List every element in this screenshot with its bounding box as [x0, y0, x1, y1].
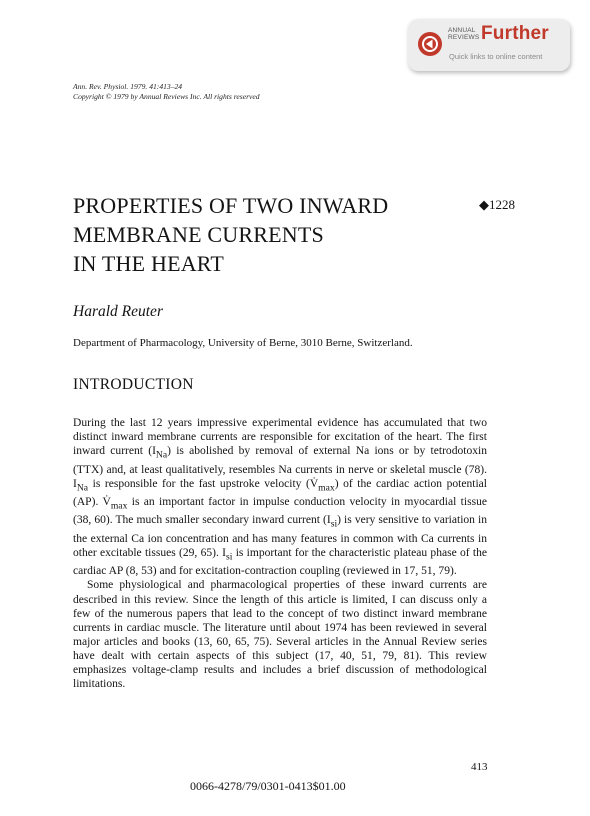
copyright-line: Copyright © 1979 by Annual Reviews Inc. All rights reserved	[73, 92, 260, 101]
annual-reviews-further-badge[interactable]	[408, 19, 570, 71]
section-heading: INTRODUCTION	[73, 376, 194, 393]
title-line: PROPERTIES OF TWO INWARD	[73, 193, 389, 218]
body-text	[73, 416, 487, 691]
paragraph: During the last 12 years impressive experimental evidence has accumulated that two distinct inward membrane currents are responsible for excitation of the heart. The first inward current $(I_{Na})$ is abolished by removal of external Na ions or by tetrodotoxin (TTX) and, at least qualitatively, resembles Na currents in nerve or skeletal muscle (78). $I_{Na}$ is responsible for the fast upstroke velocity $(V̇_{max})$ of the cardiac action potential (AP). $V̇_{max}$ is an important factor in impulse conduction velocity in myocardial tissue (38, 60). The much smaller secondary inward current $(I_{si})$ is very sensitive to variation in the external Ca ion concentration and has many features in common with Ca currents in other excitable tissues (29, 65). $I_{si}$ is important for the characteristic plateau phase of the cardiac AP (8, 53) and for excitation-contraction coupling (reviewed in 17, 51, 79).	[73, 417, 488, 578]
article-title	[73, 191, 473, 278]
further-subtitle: Quick links to online content	[449, 52, 543, 61]
page-number: 413	[471, 761, 488, 773]
author-affiliation: Department of Pharmacology, University of Berne, 3010 Berne, Switzerland.	[73, 337, 413, 349]
article-code: 0066-4278/79/0301-0413$01.00	[190, 779, 346, 793]
annual-reviews-logo-icon	[417, 31, 443, 57]
further-label: Further	[481, 23, 549, 44]
journal-line: Ann. Rev. Physiol. 1979. 41:413–24	[73, 82, 183, 91]
author-name: Harald Reuter	[73, 303, 163, 320]
title-line: MEMBRANE CURRENTS	[73, 222, 324, 247]
annual-reviews-wordmark: ANNUAL REVIEWS	[448, 27, 480, 41]
journal-citation	[73, 82, 260, 102]
manuscript-number: ◆1228	[479, 197, 515, 212]
paragraph: Some physiological and pharmacological properties of these inward currents are described in this review. Since the length of this article is limited, I can discuss only a few of the numerous papers that lead to the concept of two distinct inward membrane currents in cardiac muscle. The literature until about 1974 has been reviewed in several major articles and books (13, 60, 65, 75). Several articles in the Annual Review series have dealt with certain aspects of this subject (17, 40, 51, 79, 81). This review emphasizes voltage-clamp results and includes a brief discussion of methodological limitations.	[73, 579, 487, 691]
title-line: IN THE HEART	[73, 251, 224, 276]
